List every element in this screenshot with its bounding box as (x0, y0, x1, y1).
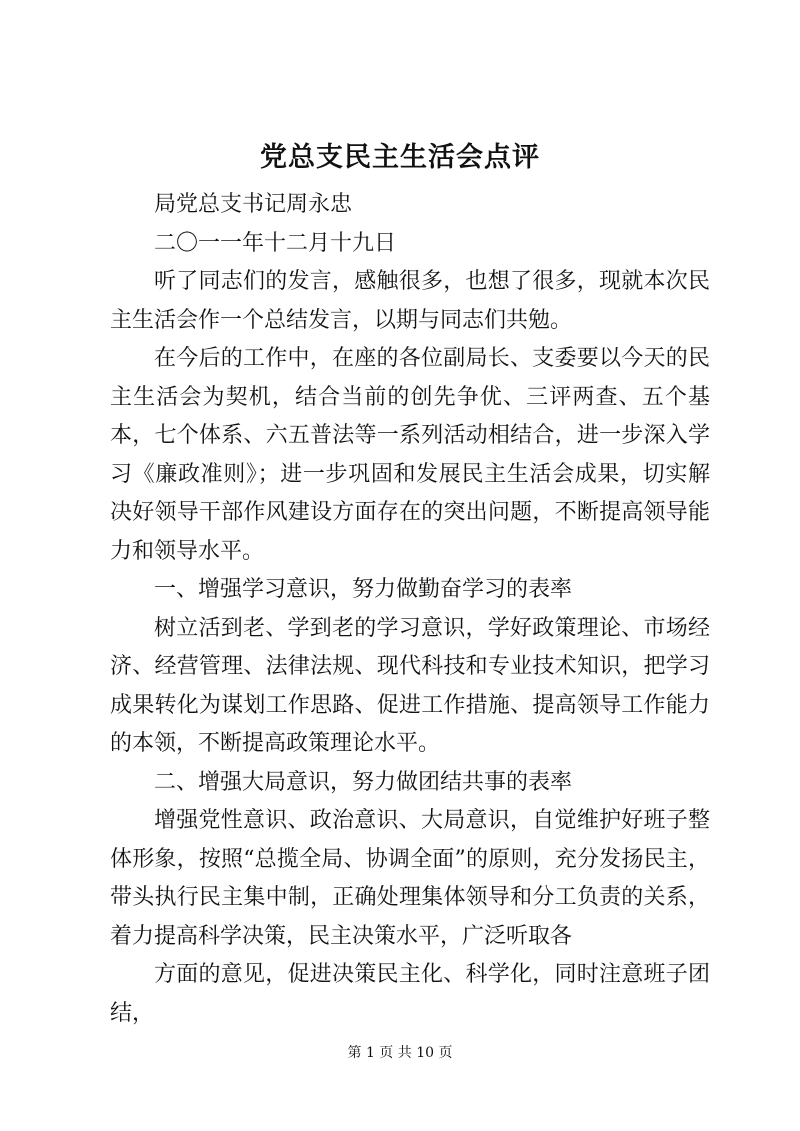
paragraph-intro: 听了同志们的发言，感触很多，也想了很多，现就本次民主生活会作一个总结发言，以期与同志们共勉。 (110, 269, 710, 333)
document-body (110, 186, 710, 1033)
paragraph-section-1: 树立活到老、学到老的学习意识，学好政策理论、市场经济、经营管理、法律法规、现代科技和专业技术知识，把学习成果转化为谋划工作思路、促进工作措施、提高领导工作能力的本领，不断提高政策理论水平。 (110, 615, 710, 756)
paragraph-continued: 方面的意见，促进决策民主化、科学化，同时注意班子团结， (110, 962, 710, 1026)
paragraph-section-2: 增强党性意识、政治意识、大局意识，自觉维护好班子整体形象，按照“总揽全局、协调全面”的原则，充分发扬民主，带头执行民主集中制，正确处理集体领导和分工负责的关系，着力提高科学决策，民主决策水平，广泛听取各 (110, 808, 710, 949)
paragraph-outlook: 在今后的工作中，在座的各位副局长、支委要以今天的民主生活会为契机，结合当前的创先争优、三评两查、五个基本，七个体系、六五普法等一系列活动相结合，进一步深入学习《廉政准则》；进一步巩固和发展民主生活会成果，切实解决好领导干部作风建设方面存在的突出问题，不断提高领导能力和领导水平。 (110, 346, 710, 564)
page-footer: 第 1 页 共 10 页 (347, 1045, 453, 1061)
document-title: 党总支民主生活会点评 (260, 142, 540, 173)
author-line: 局党总支书记周永忠 (154, 192, 353, 217)
section-heading-2: 二、增强大局意识，努力做团结共事的表率 (154, 769, 573, 795)
section-heading-1: 一、增强学习意识，努力做勤奋学习的表率 (154, 577, 573, 602)
date-line: 二〇一一年十二月十九日 (154, 230, 397, 256)
